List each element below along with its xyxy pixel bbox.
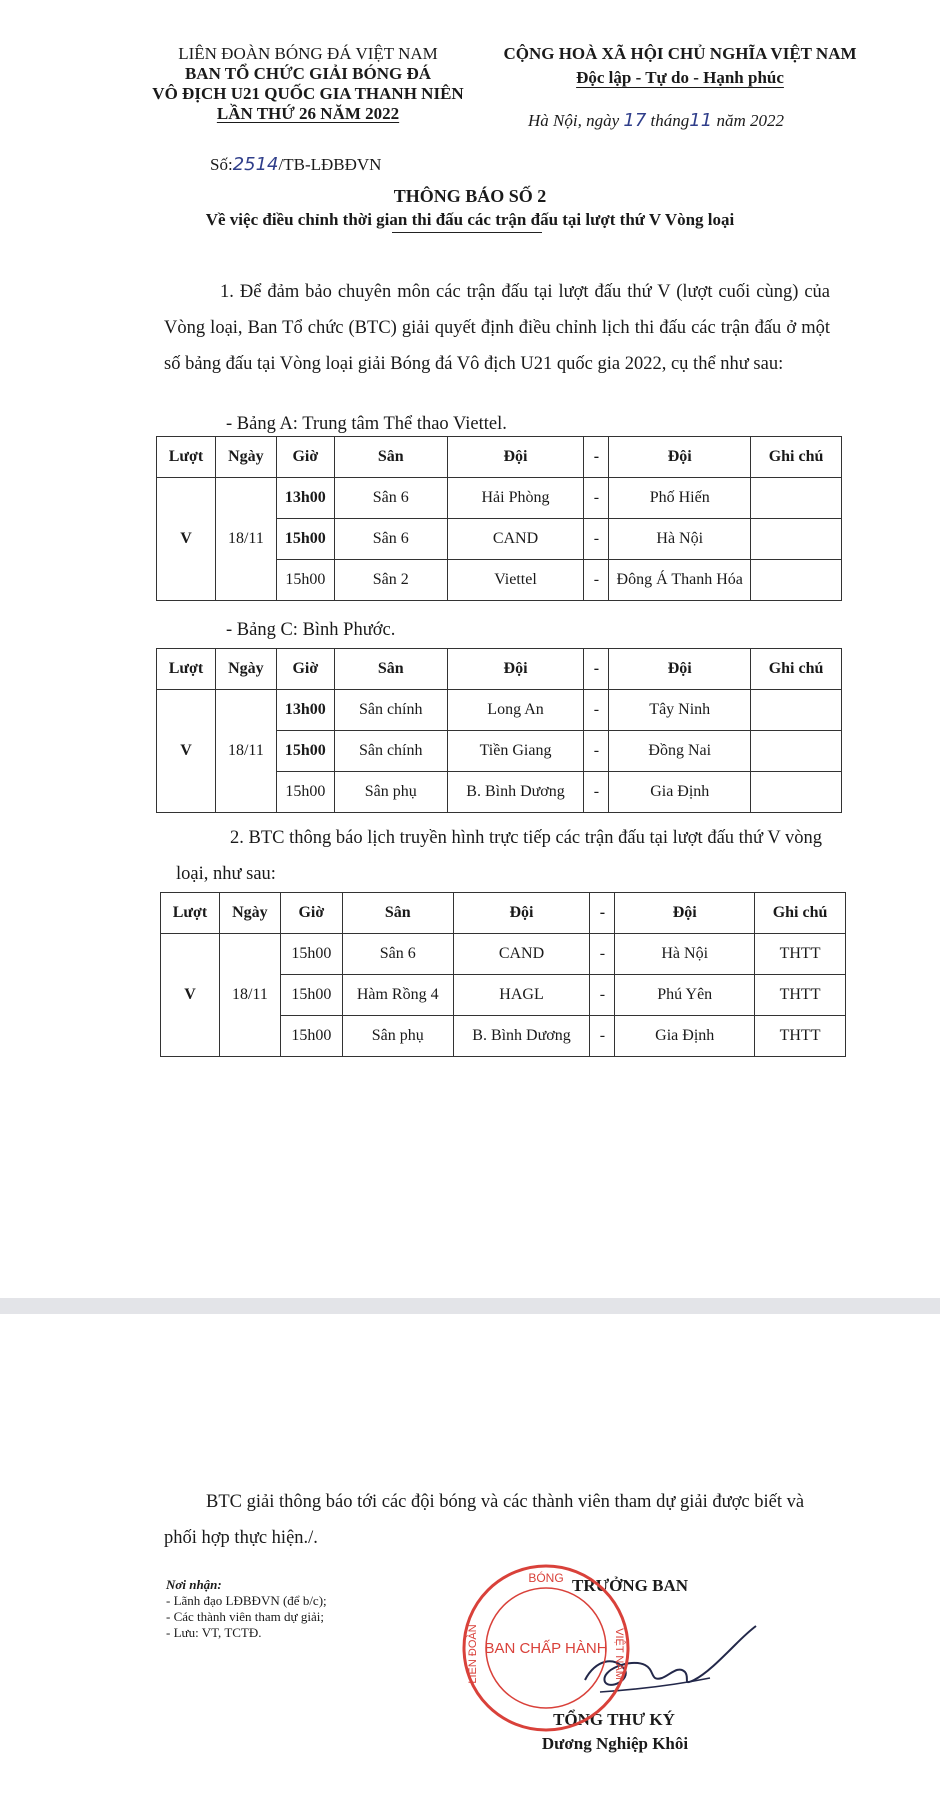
venue-cell: Sân chính [334,690,447,731]
col-sep: - [584,649,609,690]
edition: LẦN THỨ 26 NĂM 2022 [216,104,400,123]
col-note: Ghi chú [751,437,842,478]
group-c-table [156,648,842,813]
ref-suffix: /TB-LĐBĐVN [278,155,382,174]
col-note: Ghi chú [755,893,846,934]
col-home: Đội [453,893,590,934]
round-cell: V [157,478,216,601]
sep-cell: - [584,731,609,772]
venue-cell: Sân 6 [334,519,447,560]
closing-paragraph: BTC giải thông báo tới các đội bóng và các thành viên tham dự giải được biết và phối hợp thực hiện./. [164,1492,805,1548]
col-away: Đội [609,437,751,478]
col-round: Lượt [161,893,220,934]
issue-date [528,110,784,131]
recipient-item: - Các thành viên tham dự giải; [166,1609,324,1624]
note-cell: THTT [755,1016,846,1057]
col-round: Lượt [157,649,216,690]
group-a-label: - Bảng A: Trung tâm Thể thao Viettel. [226,414,507,434]
away-team-cell: Tây Ninh [609,690,751,731]
col-home: Đội [447,437,584,478]
col-venue: Sân [334,437,447,478]
sep-cell: - [590,934,615,975]
official-stamp [460,1562,632,1734]
col-home: Đội [447,649,584,690]
time-cell: 15h00 [280,1016,342,1057]
signatory-name: Dương Nghiệp Khôi [541,1734,689,1753]
ref-prefix: Số: [210,155,233,174]
signature-role-1: TRƯỞNG BAN [571,1576,688,1595]
motto: Độc lập - Tự do - Hạnh phúc [576,68,784,87]
notice-title: THÔNG BÁO SỐ 2 [393,186,547,206]
home-team-cell: Tiền Giang [447,731,584,772]
venue-cell: Sân 6 [342,934,453,975]
col-date: Ngày [215,649,276,690]
paragraph-1: 1. Để đảm bảo chuyên môn các trận đấu tại lượt đấu thứ V (lượt cuối cùng) của Vòng loại, Ban Tổ chức (BTC) giải quyết định điều chỉnh lịch thi đấu các trận đấu ở một số bảng đấu tại Vòng loại giải Bóng đá Vô địch U21 quốc gia 2022, cụ thể như sau: [164,282,830,374]
away-team-cell: Gia Định [609,772,751,813]
col-sep: - [584,437,609,478]
document-number [210,154,381,175]
date-cell: 18/11 [215,478,276,601]
col-date: Ngày [215,437,276,478]
col-venue: Sân [334,649,447,690]
issuer-header [128,44,488,124]
table-row [157,690,842,731]
home-team-cell: Long An [447,690,584,731]
stamp-text-left: LIÊN ĐOÀN [467,1624,479,1684]
time-cell: 15h00 [280,934,342,975]
date-month: 11 [689,110,713,131]
sep-cell: - [584,478,609,519]
stamp-center-text: BAN CHẤP HÀNH [484,1640,608,1657]
time-cell: 13h00 [276,690,334,731]
notice-subtitle [0,210,940,233]
republic-name: CỘNG HOÀ XÃ HỘI CHỦ NGHĨA VIỆT NAM [503,44,857,63]
sep-cell: - [584,690,609,731]
date-day: 17 [623,110,647,131]
home-team-cell: HAGL [453,975,590,1016]
national-header [480,42,880,90]
paragraph-2: 2. BTC thông báo lịch truyền hình trực tiếp các trận đấu tại lượt đấu thứ V vòng loại, như sau: [176,828,823,884]
date-cell: 18/11 [215,690,276,813]
table-header-row [161,893,846,934]
federation-name: LIÊN ĐOÀN BÓNG ĐÁ VIỆT NAM [178,44,438,63]
date-year: năm 2022 [716,111,784,130]
sep-cell: - [590,975,615,1016]
col-away: Đội [609,649,751,690]
recipient-item: - Lưu: VT, TCTĐ. [166,1625,262,1640]
recipients-title: Nơi nhận: [166,1577,222,1592]
col-sep: - [590,893,615,934]
home-team-cell: Viettel [447,560,584,601]
time-cell: 15h00 [276,772,334,813]
note-cell [751,690,842,731]
note-cell [751,772,842,813]
sep-cell: - [590,1016,615,1057]
tournament-name: VÔ ĐỊCH U21 QUỐC GIA THANH NIÊN [152,84,464,103]
note-cell [751,731,842,772]
away-team-cell: Đông Á Thanh Hóa [609,560,751,601]
col-time: Giờ [276,649,334,690]
note-cell [751,478,842,519]
signature-role-2: TỔNG THƯ KÝ [553,1710,675,1729]
note-cell [751,560,842,601]
group-c-label: - Bảng C: Bình Phước. [226,620,396,640]
table-header-row [157,437,842,478]
time-cell: 13h00 [276,478,334,519]
away-team-cell: Phố Hiến [609,478,751,519]
note-cell: THTT [755,934,846,975]
subtitle-underline [392,232,542,233]
sep-cell: - [584,772,609,813]
date-cell: 18/11 [219,934,280,1057]
venue-cell: Sân 2 [334,560,447,601]
page-divider [0,1298,940,1314]
time-cell: 15h00 [276,519,334,560]
table-row [157,478,842,519]
stamp-text-right: VIỆT NAM [613,1628,625,1680]
venue-cell: Sân chính [334,731,447,772]
home-team-cell: CAND [447,519,584,560]
stamp-text-top: BÓNG [528,1571,564,1585]
away-team-cell: Gia Định [615,1016,755,1057]
tv-schedule-table [160,892,846,1057]
sep-cell: - [584,519,609,560]
time-cell: 15h00 [276,560,334,601]
venue-cell: Sân phụ [342,1016,453,1057]
col-note: Ghi chú [751,649,842,690]
note-cell [751,519,842,560]
recipients-block [166,1577,466,1641]
time-cell: 15h00 [280,975,342,1016]
col-date: Ngày [219,893,280,934]
col-time: Giờ [280,893,342,934]
away-team-cell: Đồng Nai [609,731,751,772]
organizing-committee: BAN TỔ CHỨC GIẢI BÓNG ĐÁ [184,64,432,83]
venue-cell: Sân phụ [334,772,447,813]
col-away: Đội [615,893,755,934]
home-team-cell: B. Bình Dương [453,1016,590,1057]
away-team-cell: Hà Nội [615,934,755,975]
venue-cell: Hàm Rồng 4 [342,975,453,1016]
date-prefix: Hà Nội, ngày [528,111,620,130]
note-cell: THTT [755,975,846,1016]
table-header-row [157,649,842,690]
date-month-label: tháng [650,111,690,130]
ref-number: 2514 [232,154,279,175]
col-venue: Sân [342,893,453,934]
away-team-cell: Phú Yên [615,975,755,1016]
venue-cell: Sân 6 [334,478,447,519]
recipient-item: - Lãnh đạo LĐBĐVN (để b/c); [166,1593,327,1608]
round-cell: V [161,934,220,1057]
home-team-cell: Hải Phòng [447,478,584,519]
round-cell: V [157,690,216,813]
time-cell: 15h00 [276,731,334,772]
sep-cell: - [584,560,609,601]
away-team-cell: Hà Nội [609,519,751,560]
home-team-cell: B. Bình Dương [447,772,584,813]
col-round: Lượt [157,437,216,478]
group-a-table [156,436,842,601]
table-row [161,934,846,975]
notice-subtitle-text: Về việc điều chỉnh thời gian thi đấu các trận đấu tại lượt thứ V Vòng loại [205,210,735,229]
col-time: Giờ [276,437,334,478]
home-team-cell: CAND [453,934,590,975]
